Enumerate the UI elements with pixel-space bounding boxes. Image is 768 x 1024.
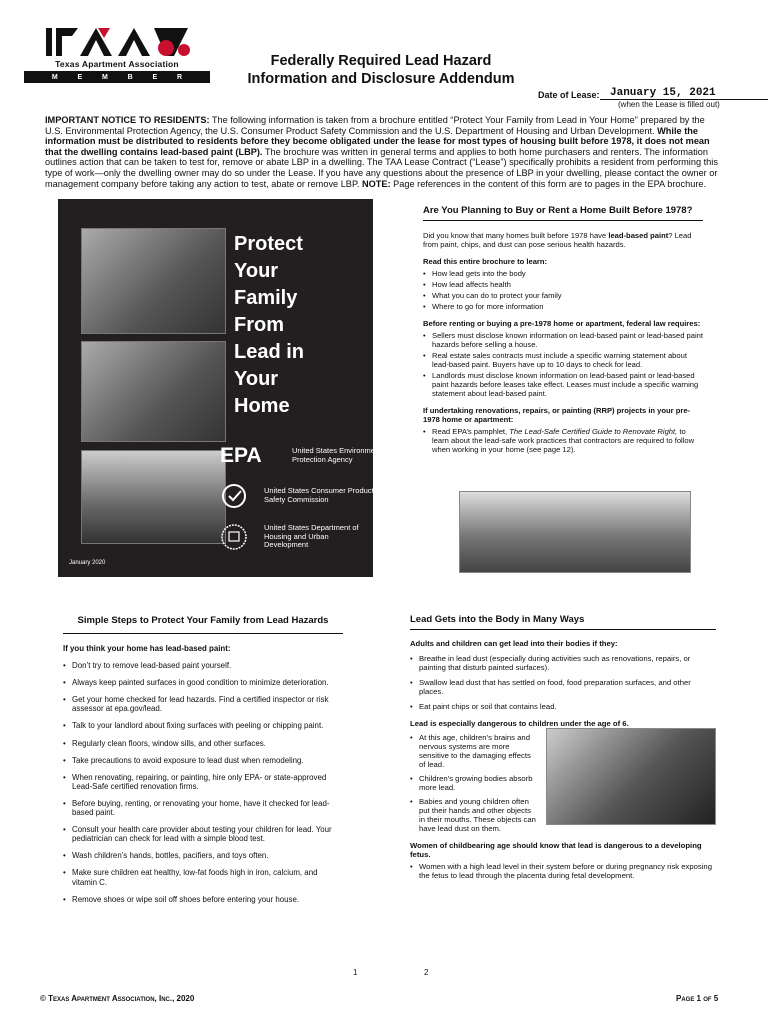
cpsc-agency [220,481,374,511]
list-item: • How lead affects health [423,280,703,289]
intro-bold: lead-based paint [608,231,669,240]
member-letter: B [127,73,133,81]
member-letter: E [77,73,83,81]
danger-heading: Lead is especially dangerous to children under the age of 6. [410,719,629,728]
notice-lead: IMPORTANT NOTICE TO RESIDENTS: [45,115,210,125]
list-item: • Always keep painted surfaces in good condition to minimize deterioration. [63,678,343,687]
list-item [423,427,703,454]
women-list [410,862,716,880]
member-band [24,71,210,83]
planning-heading: Are You Planning to Buy or Rent a Home Built Before 1978? [423,204,703,221]
notice-bold: While the information must be distributed to residents before they become obligated under the lease for most types of housing built before 1978, it does not mean that the dwelling contains lead-based paint (LBP). [45,125,710,157]
houses-photo [459,491,691,573]
exposure-list [410,654,716,711]
read-list [423,269,703,311]
cover-headline-line: Protect [234,233,303,255]
taa-logo [24,26,210,84]
list-item: • At this age, children’s brains and nervous systems are more sensitive to the damaging effects of lead. [410,733,538,769]
steps-list [63,661,343,904]
read-heading: Read this entire brochure to learn: [423,257,548,266]
member-letter: M [102,73,108,81]
simple-steps-section [63,614,343,904]
list-item: • Remove shoes or wipe soil off shoes before entering your house. [63,895,343,904]
footer-page: Page 1 of 5 [676,994,719,1003]
member-letter: E [152,73,158,81]
steps-heading: Simple Steps to Protect Your Family from Lead Hazards [63,614,343,634]
list-item: • Swallow lead dust that has settled on food, food preparation surfaces, and other places. [410,678,716,696]
danger-list [410,733,538,833]
cpsc-agency-name: United States Consumer Product Safety Commission [264,486,374,504]
women-heading: Women of childbearing age should know that lead is dangerous to a developing fetus. [410,841,702,859]
list-item: • Breathe in lead dust (especially during activities such as renovations, repairs, or painting that disturb painted surfaces). [410,654,716,672]
list-item: • Consult your health care provider about testing your children for lead. Your pediatrician can check for lead with a simple blood test. [63,825,343,843]
member-letter: M [51,73,58,81]
list-item: • Where to go for more information [423,302,703,311]
notice-text-1: The following information is taken from a brochure entitled “Protect Your Family from Lead in Your Home” prepared by the U.S. Environmental Protection Agency, the U.S. Consumer Product Safety Commission and the U.S. Department of Housing and Urban Development. [45,115,705,136]
rrp-pamphlet-title: The Lead-Safe Certified Guide to Renovate Right, [509,427,678,436]
taa-logo-name: Texas Apartment Association [55,59,179,69]
list-item: • Sellers must disclose known information on lead-based paint or lead-based paint hazards before selling a house. [423,331,703,349]
hud-seal-icon [220,522,264,552]
list-item: • What you can do to protect your family [423,291,703,300]
rrp-heading: If undertaking renovations, repairs, or painting (RRP) projects in your pre-1978 home or apartment: [423,406,691,424]
law-heading: Before renting or buying a pre-1978 home or apartment, federal law requires: [423,319,701,328]
lease-date-label: Date of Lease: [538,90,600,100]
cover-headline-line: Lead in [234,341,305,363]
taa-logo-mark-icon [38,26,198,58]
page-number: 1 [353,968,358,977]
intro-text-b: ? Lead from paint, chips, and dust can pose serious health hazards. [423,231,692,249]
epa-agency [220,444,402,468]
list-item: • Talk to your landlord about fixing surfaces with peeling or chipping paint. [63,721,343,730]
cpsc-seal-icon [220,481,264,511]
cover-date: January 2020 [69,560,106,566]
epa-logo-icon: EPA [220,444,262,467]
steps-intro: If you think your home has lead-based paint: [63,644,231,653]
list-item: • Take precautions to avoid exposure to lead dust when remodeling. [63,756,343,765]
planning-intro [423,231,703,249]
list-item: • Babies and young children often put their hands and other objects in their mouths. These objects can have lead dust on them. [410,797,538,833]
hud-agency-name: United States Department of Housing and Urban Development [264,523,359,550]
list-item: • Get your home checked for lead hazards. Find a certified inspector or risk assessor at epa.gov/lead. [63,695,343,713]
title-line-1: Federally Required Lead Hazard [270,53,492,69]
list-item: • Real estate sales contracts must include a specific warning statement about lead-based paint. Buyers have up to 10 days to check for lead. [423,351,703,369]
planning-section [423,204,703,454]
notice-note-label: NOTE: [362,178,391,189]
list-item: • Children’s growing bodies absorb more lead. [410,774,538,792]
list-item: • Don’t try to remove lead-based paint yourself. [63,661,343,670]
lease-date-value[interactable]: January 15, 2021 [600,87,768,100]
list-item: • When renovating, repairing, or painting, hire only EPA- or state-approved Lead-Safe certified renovation firms. [63,773,343,791]
family-cover-photo [81,228,226,334]
list-item: • Eat paint chips or soil that contains lead. [410,702,716,711]
lead-body-intro: Adults and children can get lead into their bodies if they: [410,639,618,648]
list-item: • Regularly clean floors, window sills, and other surfaces. [63,739,343,748]
lease-date-note: (when the Lease is filled out) [618,100,720,109]
notice-note-text: Page references in the content of this form are to pages in the EPA brochure. [390,178,707,189]
lead-body-heading: Lead Gets into the Body in Many Ways [410,613,716,630]
hud-agency [220,522,374,552]
list-item: • Before buying, renting, or renovating your home, have it checked for lead-based paint. [63,799,343,817]
member-letter: R [176,73,183,81]
epa-agency-name: United States Environmental Protection Agency [292,446,388,464]
cover-headline-line: Your [234,368,279,390]
cover-headline-line: Home [234,395,290,417]
houses-cover-photo [81,450,226,544]
brochure-cover [58,199,388,577]
document-title [216,52,546,88]
notice-text-2: The brochure was written in general terms and applies to both home purchasers and renters. The information outlines action that can be taken to test for, remove or abate LBP in a dwelling. The TAA Lease Contract (“Lease”) specifically prohibits a resident from performing this type of work—only the dwelling owner may do so under the Lease. If you have any questions about the presence of LBP in your dwelling, please contact the owner or management company before taking any action to test, abate or remove LBP. [45,146,718,189]
rrp-list [423,427,703,454]
cover-headline [234,231,364,420]
title-line-2: Information and Disclosure Addendum [247,71,515,87]
list-item: • Landlords must disclose known information on lead-based paint or lead-based paint hazards before leases take effect. Leases must include a specific warning statement about lead-based paint. [423,371,703,398]
list-item: • How lead gets into the body [423,269,703,278]
footer-copyright: © Texas Apartment Association, Inc., 2020 [40,994,195,1003]
intro-text-a: Did you know that many homes built before 1978 have [423,231,609,240]
law-list [423,331,703,398]
important-notice [45,115,725,189]
baby-cover-photo [81,341,226,442]
cover-headline-line: From [234,314,284,336]
rrp-text-a: Read EPA’s pamphlet, [432,427,510,436]
list-item: • Make sure children eat healthy, low-fat foods high in iron, calcium, and vitamin C. [63,868,343,886]
list-item: • Wash children’s hands, bottles, pacifiers, and toys often. [63,851,343,860]
page-number: 2 [424,968,429,977]
cover-headline-line: Your [234,260,279,282]
list-item: • Women with a high lead level in their system before or during pregnancy risk exposing the fetus to lead through the placenta during fetal development. [410,862,716,880]
rrp-text-b: to learn about the lead-safe work practices that contractors are required to follow when working in your home (see page 12). [432,427,695,454]
family-photo [546,728,716,825]
cover-headline-line: Family [234,287,298,309]
